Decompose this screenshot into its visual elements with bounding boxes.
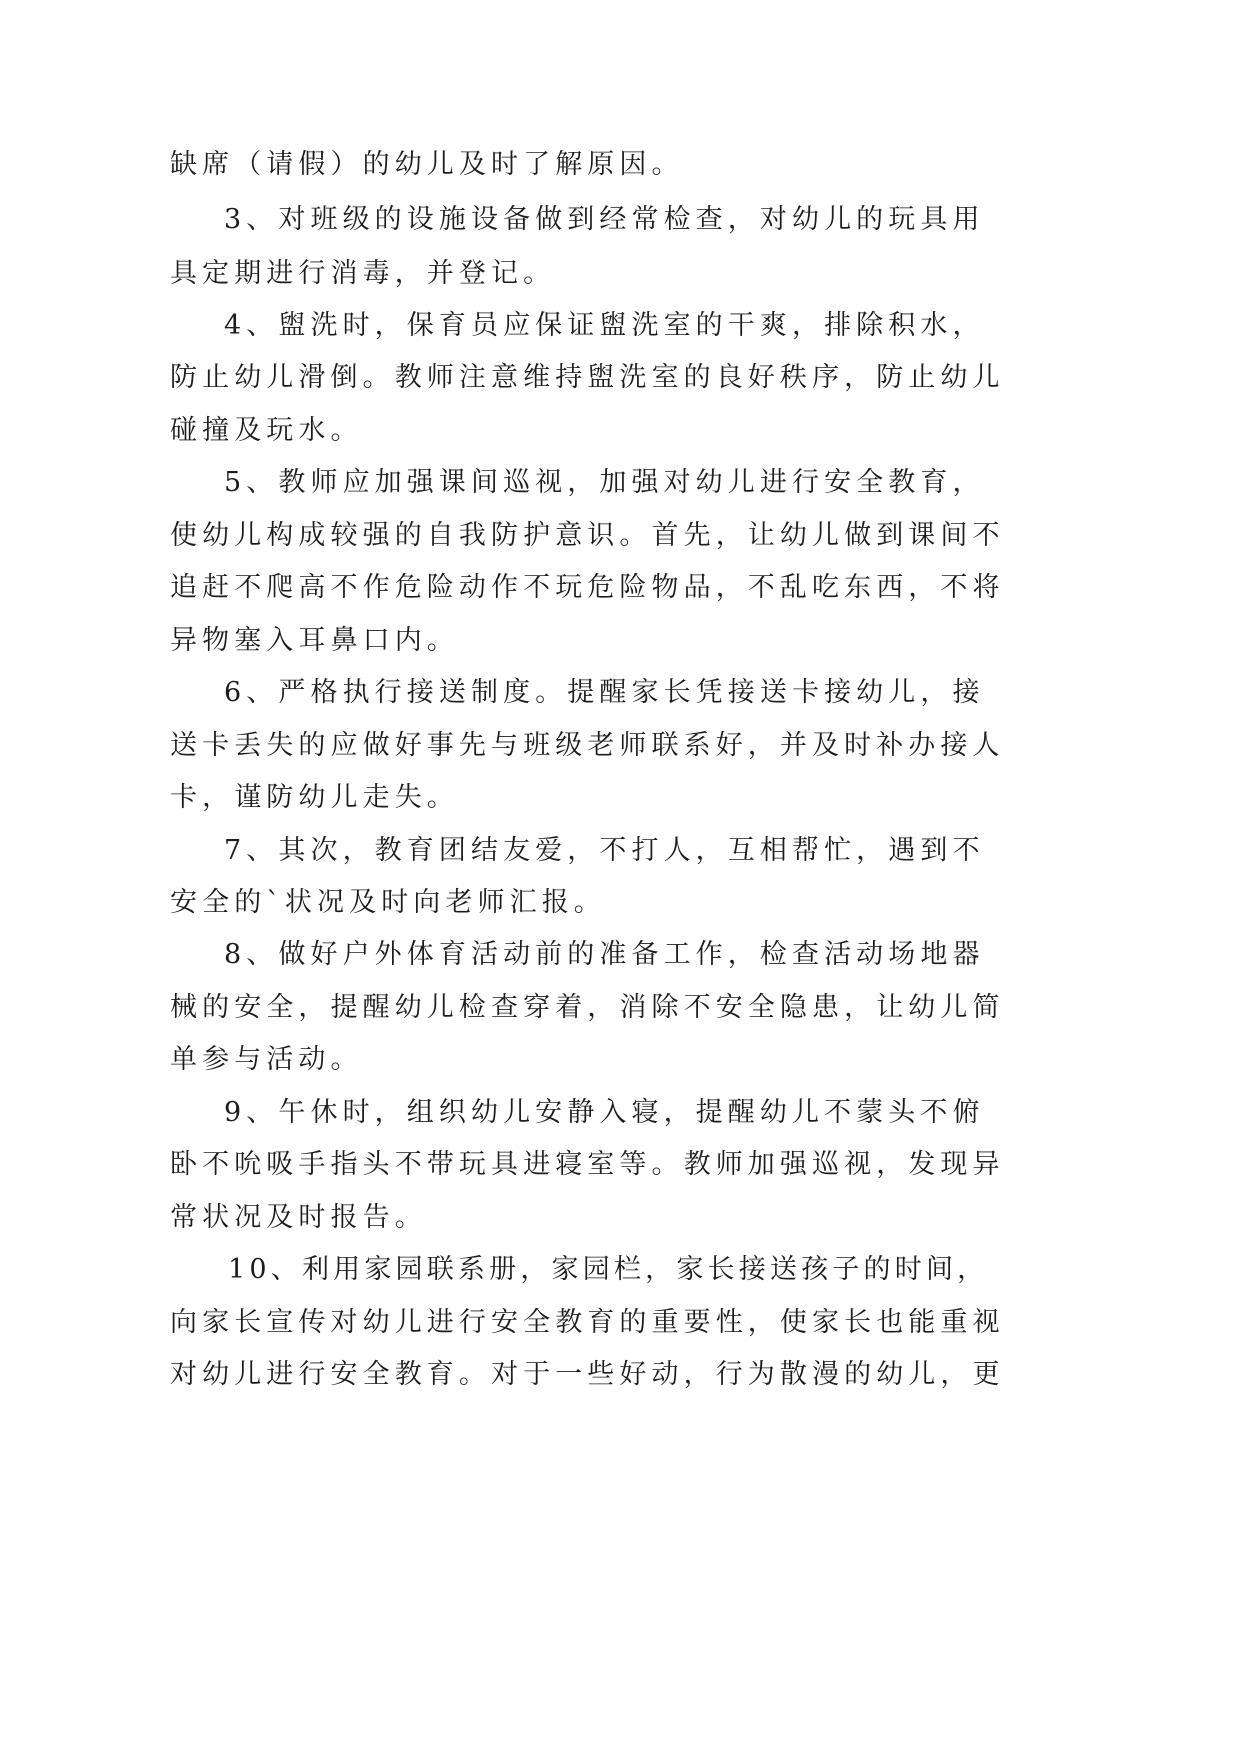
text-line: 9、午休时，组织幼儿安静入寝，提醒幼儿不蒙头不俯 [224,1097,985,1128]
text-line: 10、利用家园联系册，家园栏，家长接送孩子的时间， [228,1254,989,1285]
text-line: 4、盥洗时，保育员应保证盥洗室的干爽，排除积水， [224,310,985,341]
text-line: 卡，谨防幼儿走失。 [170,782,459,813]
text-line: 6、严格执行接送制度。提醒家长凭接送卡接幼儿，接 [224,677,985,708]
text-line: 异物塞入耳鼻口内。 [170,625,459,656]
text-line: 卧不吮吸手指头不带玩具进寝室等。教师加强巡视，发现异 [170,1149,1005,1180]
text-line: 械的安全，提醒幼儿检查穿着，消除不安全隐患，让幼儿简 [170,992,1005,1023]
text-line: 防止幼儿滑倒。教师注意维持盥洗室的良好秩序，防止幼儿 [170,362,1005,393]
text-line: 8、做好户外体育活动前的准备工作，检查活动场地器 [224,939,985,970]
text-line: 3、对班级的设施设备做到经常检查，对幼儿的玩具用 [224,204,985,235]
text-line: 追赶不爬高不作危险动作不玩危险物品，不乱吃东西，不将 [170,572,1005,603]
text-line: 常状况及时报告。 [170,1202,427,1233]
text-line: 向家长宣传对幼儿进行安全教育的重要性，使家长也能重视 [170,1307,1005,1338]
text-line: 安全的`状况及时向老师汇报。 [170,887,606,918]
text-line: 单参与活动。 [170,1044,363,1075]
text-line: 7、其次，教育团结友爱，不打人，互相帮忙，遇到不 [224,835,985,866]
text-line: 送卡丢失的应做好事先与班级老师联系好，并及时补办接人 [170,730,1005,761]
text-line: 碰撞及玩水。 [170,415,363,446]
text-line: 缺席（请假）的幼儿及时了解原因。 [170,149,684,180]
text-line: 具定期进行消毒，并登记。 [170,258,556,289]
text-line: 5、教师应加强课间巡视，加强对幼儿进行安全教育， [224,467,985,498]
text-line: 使幼儿构成较强的自我防护意识。首先，让幼儿做到课间不 [170,520,1005,551]
text-line: 对幼儿进行安全教育。对于一些好动，行为散漫的幼儿，更 [170,1359,1005,1390]
